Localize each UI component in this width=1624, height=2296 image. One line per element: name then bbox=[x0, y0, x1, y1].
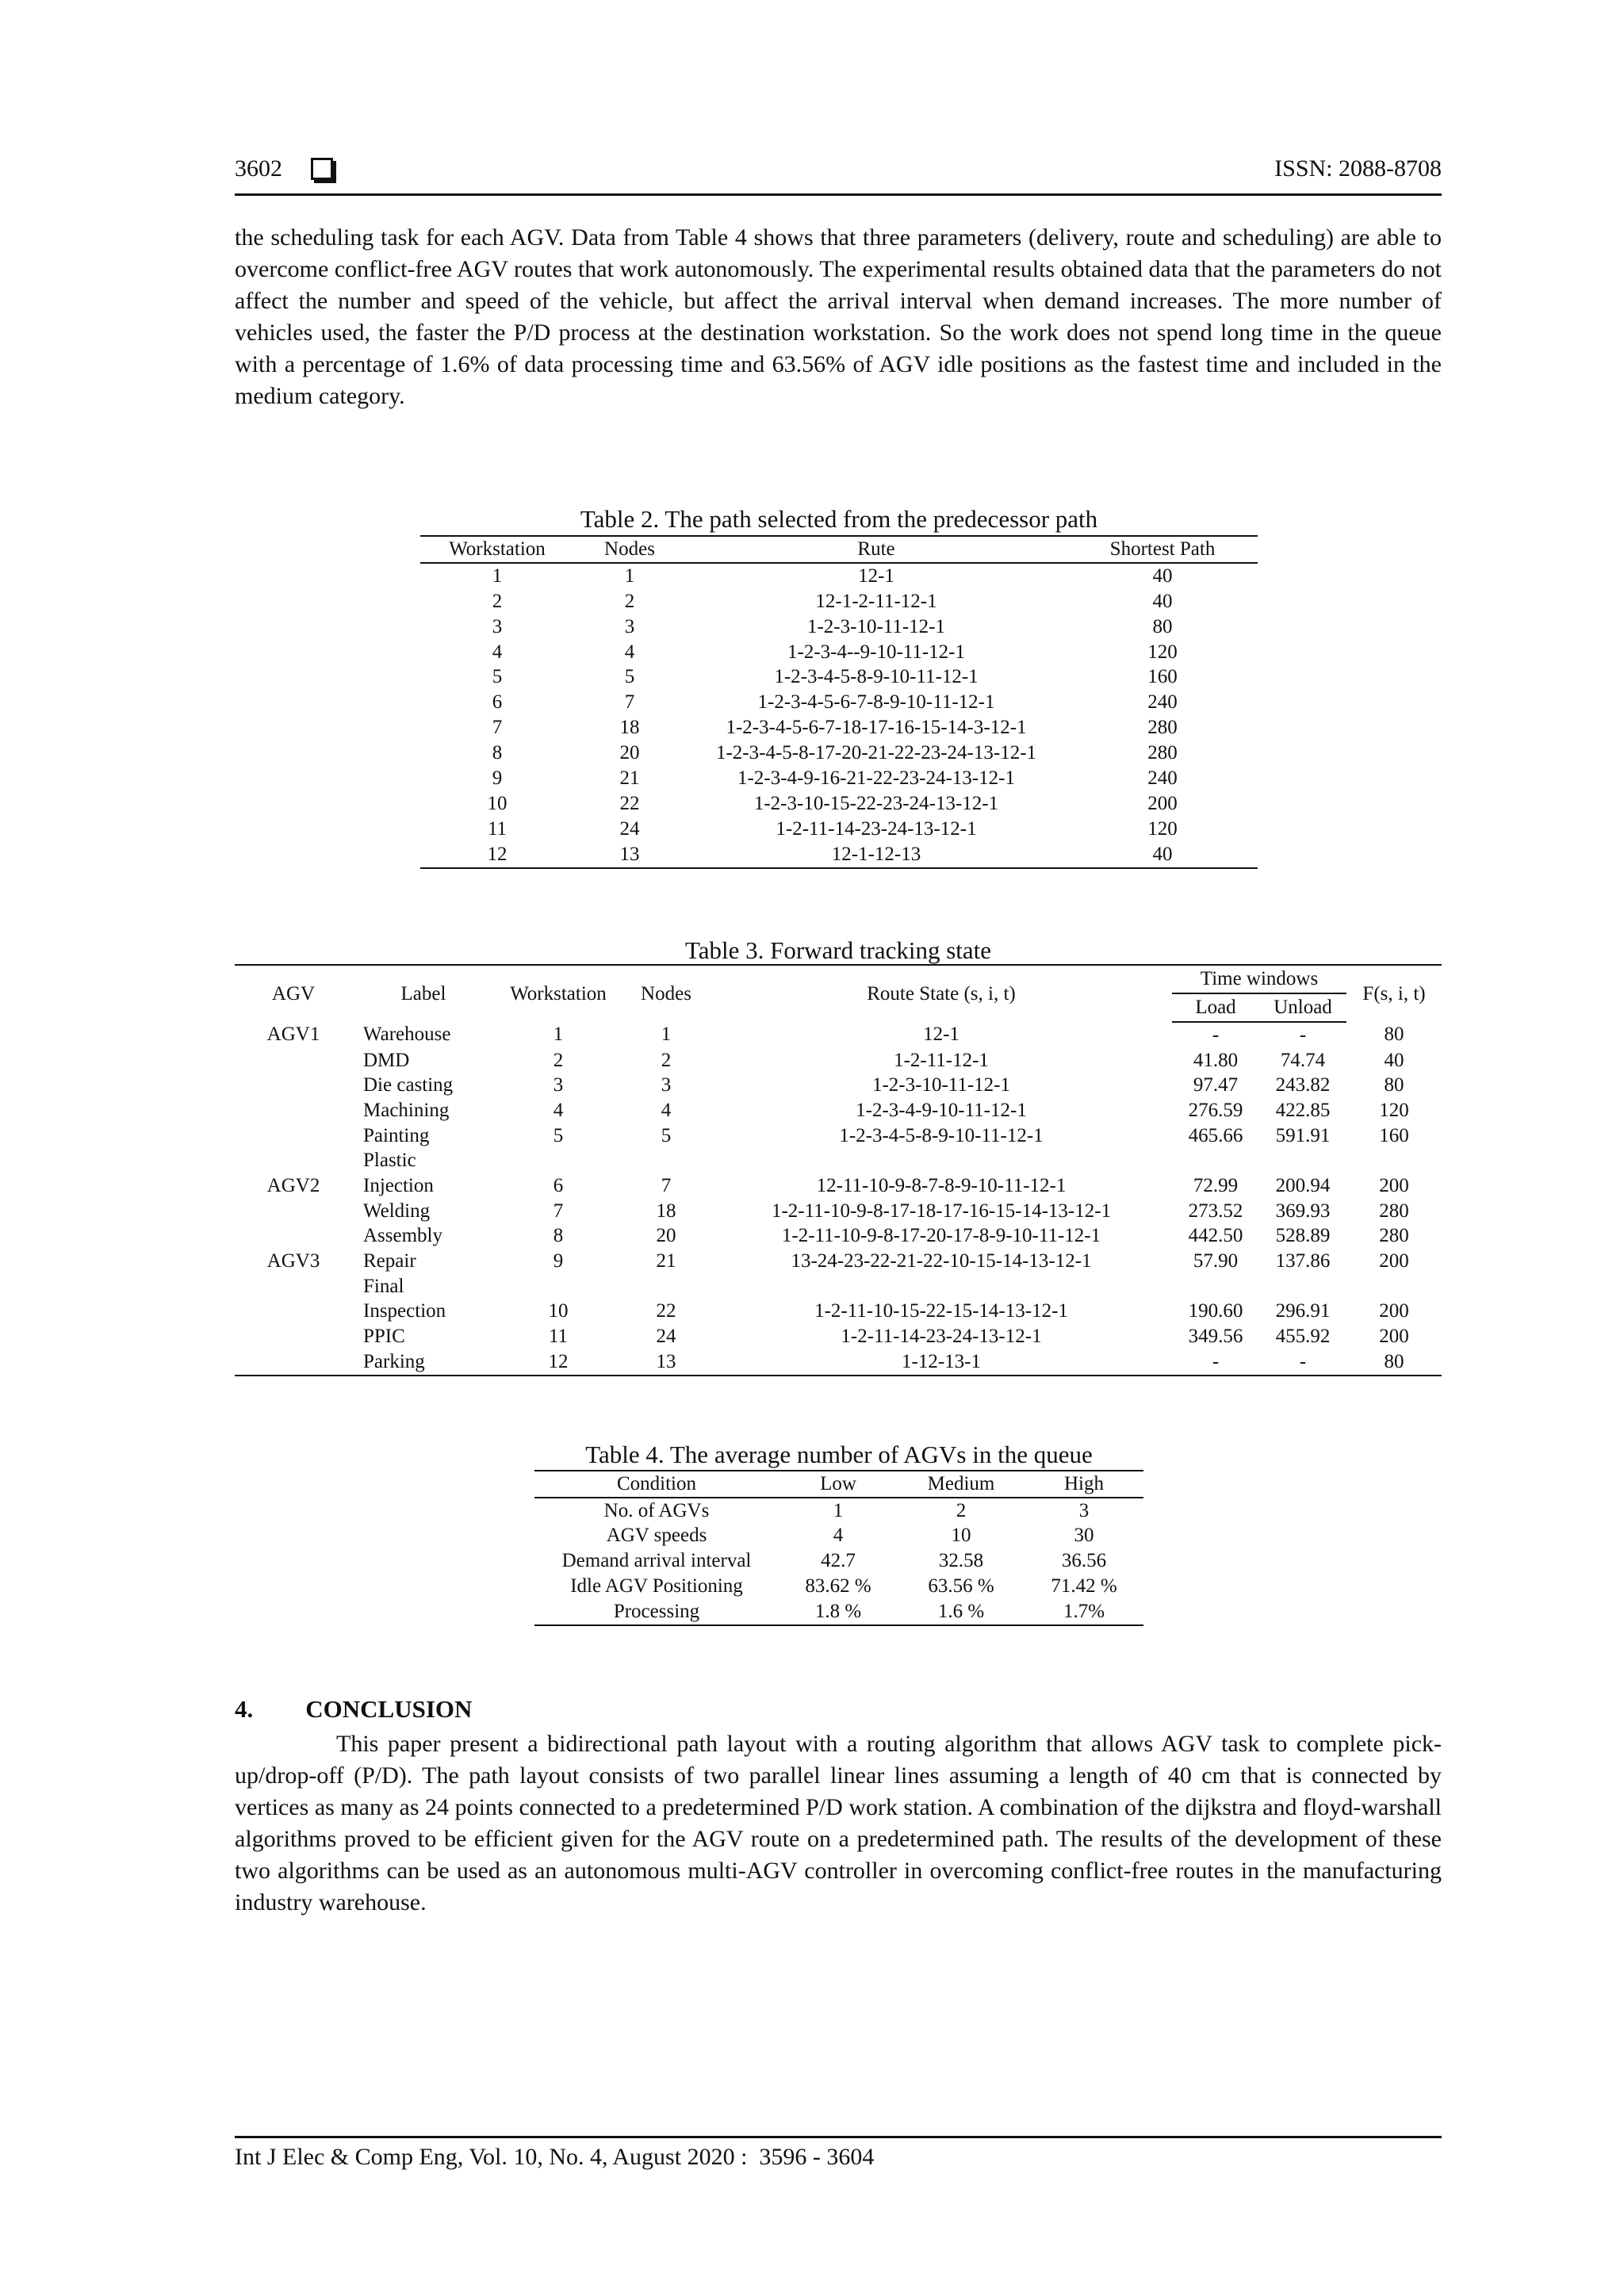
table4-header-row bbox=[534, 1471, 1143, 1498]
table4-row bbox=[534, 1524, 1143, 1549]
body-paragraph-top: the scheduling task for each AGV. Data from Table 4 shows that three parameters (delivery, route and scheduling) are able to overcome conflict-free AGV routes that work autonomously. The experimental results obtained data that the parameters do not affect the number and speed of the vehicle, but affect the arrival interval when demand increases. The more number of vehicles used, the faster the P/D process at the destination workstation. So the work does not spend long time in the queue with a percentage of 1.6% of data processing time and 63.56% of AGV idle positions as the fastest time and included in the medium category. bbox=[235, 224, 1442, 409]
table2-row-cell: 40 bbox=[1152, 564, 1173, 587]
table4-row-cell: 71.42 % bbox=[1051, 1575, 1117, 1598]
table3-row-cell: 3 bbox=[553, 1074, 564, 1096]
table3-row bbox=[235, 1249, 1442, 1274]
table2-row-cell: 1 bbox=[624, 564, 635, 587]
table2-row-cell: 12-1-2-11-12-1 bbox=[815, 590, 937, 612]
table3-header-unload: Unload bbox=[1259, 993, 1346, 1022]
table2-row-cell: 5 bbox=[624, 666, 635, 688]
table4-row-cell: AGV speeds bbox=[606, 1525, 707, 1547]
table3-row-cell: AGV3 bbox=[266, 1250, 320, 1272]
table4-row-cell: 42.7 bbox=[821, 1550, 856, 1572]
table2-row-cell: 280 bbox=[1147, 742, 1178, 764]
table2-header-row bbox=[420, 536, 1258, 563]
table2-row bbox=[420, 664, 1258, 690]
table3-row-cell bbox=[235, 1048, 352, 1073]
table3-header-label: Label bbox=[352, 965, 495, 1022]
table2-row-cell: 24 bbox=[619, 817, 640, 840]
table2-row-cell: 12-1-12-13 bbox=[685, 842, 1067, 868]
table3-row-cell: 200 bbox=[1379, 1250, 1409, 1272]
table2-header-cell: Shortest Path bbox=[1067, 536, 1258, 563]
table3-row-cell: 22 bbox=[656, 1300, 676, 1322]
table3-row-cell: 1-2-11-10-15-22-15-14-13-12-1 bbox=[814, 1300, 1068, 1322]
table3-row-cell: 1 bbox=[661, 1024, 672, 1046]
table3-row-cell: 591.91 bbox=[1275, 1124, 1331, 1146]
table2-row-cell: 1-2-3-4-5-6-7-18-17-16-15-14-3-12-1 bbox=[726, 717, 1027, 739]
table3-caption: Table 3. Forward tracking state bbox=[684, 936, 992, 964]
table2-row-cell: 1-2-11-14-23-24-13-12-1 bbox=[776, 817, 977, 840]
table2-row-cell: 280 bbox=[1147, 717, 1178, 739]
table3-row-cell: - bbox=[1259, 1349, 1346, 1376]
table3-row-cell: 1-2-3-4-5-8-9-10-11-12-1 bbox=[839, 1124, 1044, 1146]
footer-citation: Int J Elec & Comp Eng, Vol. 10, No. 4, August 2020 : 3596 - 3604 bbox=[235, 2144, 875, 2170]
table2-body bbox=[420, 563, 1258, 868]
table3-row-cell: 442.50 bbox=[1188, 1225, 1243, 1247]
table2-row bbox=[420, 740, 1258, 766]
table2-row-cell: 1-2-3-4-9-16-21-22-23-24-13-12-1 bbox=[737, 767, 1015, 789]
table3-row-cell: 243.82 bbox=[1275, 1074, 1331, 1096]
table4-caption: Table 4. The average number of AGVs in the queue bbox=[585, 1441, 1093, 1468]
table4-header-cell: High bbox=[1025, 1471, 1143, 1498]
table3-row-cell: Painting bbox=[363, 1124, 430, 1146]
table4-row bbox=[534, 1498, 1143, 1524]
table2-row bbox=[420, 715, 1258, 740]
table3-row bbox=[235, 1022, 1442, 1048]
table4-row-cell: 83.62 % bbox=[805, 1575, 871, 1598]
table3-row-cell: AGV2 bbox=[266, 1174, 320, 1196]
table3-row-cell: 200.94 bbox=[1275, 1174, 1331, 1196]
table2-row-cell: 11 bbox=[487, 817, 508, 840]
table2-header-cell: Nodes bbox=[574, 536, 685, 563]
table3-row-cell: 72.99 bbox=[1193, 1174, 1239, 1196]
table3-row-cell: 12-11-10-9-8-7-8-9-10-11-12-1 bbox=[816, 1174, 1067, 1196]
table2-row-cell: 7 bbox=[624, 691, 635, 714]
table3-row-cell bbox=[495, 1148, 622, 1173]
section-number: 4. bbox=[235, 1695, 254, 1723]
table3-row-cell bbox=[622, 1274, 710, 1299]
table3-row-cell bbox=[235, 1199, 352, 1224]
table3-row-cell: 7 bbox=[553, 1200, 564, 1222]
table2-row bbox=[420, 791, 1258, 817]
section-title: CONCLUSION bbox=[305, 1695, 473, 1723]
table3-row bbox=[235, 1123, 1442, 1149]
table3 bbox=[235, 964, 1442, 1376]
issn-label: ISSN: 2088-8708 bbox=[1274, 155, 1442, 182]
table2-row-cell: 1-2-3-10-15-22-23-24-13-12-1 bbox=[753, 792, 999, 814]
table3-row-cell: 465.66 bbox=[1188, 1124, 1243, 1146]
table3-row-cell: Die casting bbox=[363, 1074, 454, 1096]
table3-row-cell bbox=[710, 1148, 1172, 1173]
table3-row-cell bbox=[1259, 1148, 1346, 1173]
table2-row-cell: 12-1 bbox=[858, 564, 894, 587]
table3-row-cell: Repair bbox=[363, 1250, 416, 1272]
table4-row-cell: 2 bbox=[956, 1499, 967, 1521]
header-divider bbox=[235, 193, 1442, 196]
table4-row-cell: 10 bbox=[951, 1525, 971, 1547]
table2-row-cell: 1-2-3-4-5-8-17-20-21-22-23-24-13-12-1 bbox=[715, 742, 1037, 764]
table3-header-workstation: Workstation bbox=[495, 965, 622, 1022]
table3-row-cell: 10 bbox=[548, 1300, 569, 1322]
table2-row-cell: 22 bbox=[619, 792, 640, 814]
table3-row-cell: 200 bbox=[1379, 1174, 1409, 1196]
table2-row-cell: 21 bbox=[619, 767, 640, 789]
table3-row-cell bbox=[1346, 1274, 1442, 1299]
table2-row-cell: 240 bbox=[1147, 691, 1178, 714]
table2-row-cell: 4 bbox=[624, 641, 635, 663]
table3-row-cell: 9 bbox=[553, 1250, 564, 1272]
table3-row-cell: 1-2-11-12-1 bbox=[894, 1049, 989, 1071]
table4-header-cell: Low bbox=[779, 1471, 898, 1498]
table3-row-cell: 273.52 bbox=[1188, 1200, 1243, 1222]
table3-row-cell: 40 bbox=[1384, 1049, 1404, 1071]
table3-row-cell: 6 bbox=[553, 1174, 564, 1196]
table4-row-cell: 1.8 % bbox=[779, 1599, 898, 1625]
table3-row-cell: 12-1 bbox=[923, 1024, 959, 1046]
table2-row-cell: 1-2-3-4-5-6-7-8-9-10-11-12-1 bbox=[757, 691, 995, 714]
table3-row-cell: Machining bbox=[363, 1099, 450, 1121]
table3-row-cell bbox=[1346, 1148, 1442, 1173]
table3-header-load: Load bbox=[1172, 993, 1259, 1022]
table3-row-cell bbox=[235, 1274, 352, 1299]
table3-row-cell: 1 bbox=[553, 1024, 564, 1046]
table3-row-cell: 160 bbox=[1379, 1124, 1409, 1146]
table3-row-cell: 11 bbox=[548, 1326, 569, 1348]
table3-row-cell: Inspection bbox=[363, 1300, 446, 1322]
table3-row-cell: Final bbox=[363, 1275, 404, 1297]
table3-row-cell: 2 bbox=[661, 1049, 672, 1071]
table2-row-cell: 7 bbox=[492, 717, 503, 739]
table3-row-cell: 12 bbox=[495, 1349, 622, 1376]
table3-row-cell: - bbox=[1172, 1349, 1259, 1376]
table2-row bbox=[420, 842, 1258, 868]
square-bullet-icon bbox=[311, 158, 333, 180]
table4-row-cell: 1.7% bbox=[1025, 1599, 1143, 1625]
table2 bbox=[420, 535, 1258, 869]
table3-row-cell: DMD bbox=[363, 1049, 410, 1071]
table3-row-cell: 280 bbox=[1379, 1200, 1409, 1222]
table3-row bbox=[235, 1073, 1442, 1098]
table3-row-cell: AGV1 bbox=[266, 1024, 320, 1046]
table3-row-cell: 13-24-23-22-21-22-10-15-14-13-12-1 bbox=[791, 1250, 1092, 1272]
table2-row-cell: 80 bbox=[1152, 615, 1173, 637]
table2-row-cell: 9 bbox=[492, 767, 503, 789]
table2-header-cell: Rute bbox=[685, 536, 1067, 563]
table4-header-cell: Condition bbox=[534, 1471, 779, 1498]
table2-caption: Table 2. The path selected from the predecessor path bbox=[580, 505, 1098, 533]
table3-header-row bbox=[235, 965, 1442, 993]
table3-row-cell bbox=[235, 1224, 352, 1249]
table3-row bbox=[235, 1199, 1442, 1224]
table3-row-cell bbox=[235, 1349, 352, 1376]
table4-row bbox=[534, 1599, 1143, 1625]
table2-row-cell: 12 bbox=[420, 842, 574, 868]
table3-row-cell: 5 bbox=[661, 1124, 672, 1146]
table2-header-cell: Workstation bbox=[420, 536, 574, 563]
table3-row bbox=[235, 1224, 1442, 1249]
table3-row-cell: 528.89 bbox=[1275, 1225, 1331, 1247]
table2-row-cell: 120 bbox=[1147, 641, 1178, 663]
table3-row-cell: 20 bbox=[656, 1225, 676, 1247]
table3-row-cell: PPIC bbox=[363, 1326, 405, 1348]
table3-row-cell: 4 bbox=[553, 1099, 564, 1121]
table2-row-cell: 4 bbox=[492, 641, 503, 663]
table3-row-cell: 41.80 bbox=[1193, 1049, 1239, 1071]
table2-row-cell: 120 bbox=[1147, 817, 1178, 840]
table3-row-cell: 200 bbox=[1379, 1300, 1409, 1322]
table3-row-cell bbox=[235, 1098, 352, 1123]
table3-body bbox=[235, 1022, 1442, 1376]
table4-body bbox=[534, 1498, 1143, 1625]
table2-row bbox=[420, 640, 1258, 665]
table3-row-cell: 1-2-3-10-11-12-1 bbox=[871, 1074, 1011, 1096]
table2-row-cell: 240 bbox=[1147, 767, 1178, 789]
table3-row bbox=[235, 1148, 1442, 1173]
table2-row-cell: 200 bbox=[1147, 792, 1178, 814]
table2-row-cell: 3 bbox=[492, 615, 503, 637]
table3-row-cell bbox=[495, 1274, 622, 1299]
table3-row-cell: 1-2-11-14-23-24-13-12-1 bbox=[841, 1326, 1042, 1348]
table3-row bbox=[235, 1048, 1442, 1073]
conclusion-paragraph: This paper present a bidirectional path layout with a routing algorithm that allows AGV task to complete pick-up/drop-off (P/D). The path layout consists of two parallel linear lines assuming a length of 40 cm that is connected by vertices as many as 24 points connected to a predetermined P/D work station. A combination of the dijkstra and floyd-warshall algorithms proved to be efficient given for the AGV route on a predetermined path. The results of the development of these two algorithms can be used as an autonomous multi-AGV controller in overcoming conflict-free routes in the manufacturing industry warehouse. bbox=[235, 1731, 1442, 1915]
table2-row-cell: 40 bbox=[1152, 590, 1173, 612]
table3-row bbox=[235, 1324, 1442, 1349]
table3-row-cell: Parking bbox=[352, 1349, 495, 1376]
table4-header-cell: Medium bbox=[898, 1471, 1025, 1498]
table3-row-cell: Plastic bbox=[363, 1150, 416, 1172]
table2-row-cell: 6 bbox=[492, 691, 503, 714]
table3-row-cell: 1-2-11-10-9-8-17-20-17-8-9-10-11-12-1 bbox=[781, 1225, 1101, 1247]
table3-row-cell: 2 bbox=[553, 1049, 564, 1071]
table2-row-cell: 2 bbox=[624, 590, 635, 612]
table2-row bbox=[420, 563, 1258, 589]
table4-row-cell: 32.58 bbox=[938, 1550, 984, 1572]
table3-row-cell: 21 bbox=[656, 1250, 676, 1272]
table3-row-cell: Injection bbox=[363, 1174, 434, 1196]
table3-row-cell: 24 bbox=[656, 1326, 676, 1348]
table3-header-f: F(s, i, t) bbox=[1346, 965, 1442, 1022]
table4-row bbox=[534, 1548, 1143, 1574]
page-header-left bbox=[235, 155, 333, 182]
table2-row-cell: 5 bbox=[492, 666, 503, 688]
table4-row-cell: 1.6 % bbox=[898, 1599, 1025, 1625]
table3-row bbox=[235, 1349, 1442, 1376]
table3-row-cell: 137.86 bbox=[1275, 1250, 1331, 1272]
table3-header-agv: AGV bbox=[235, 965, 352, 1022]
footer-divider bbox=[235, 2136, 1442, 2138]
table3-header-time-windows: Time windows bbox=[1172, 965, 1346, 993]
table2-row-cell: 20 bbox=[619, 742, 640, 764]
table3-row-cell: 18 bbox=[656, 1200, 676, 1222]
table3-row-cell: 5 bbox=[553, 1124, 564, 1146]
table2-row-cell: 10 bbox=[487, 792, 508, 814]
table2-row-cell: 1 bbox=[492, 564, 503, 587]
table3-row-cell: 80 bbox=[1384, 1024, 1404, 1046]
table4-row-cell: 3 bbox=[1078, 1499, 1090, 1521]
table3-row-cell: 455.92 bbox=[1275, 1326, 1331, 1348]
table2-row bbox=[420, 766, 1258, 791]
table3-row-cell: 1-12-13-1 bbox=[710, 1349, 1172, 1376]
table3-row-cell: - bbox=[1299, 1024, 1307, 1046]
table3-row bbox=[235, 1173, 1442, 1199]
table3-row-cell: 74.74 bbox=[1280, 1049, 1326, 1071]
table3-row bbox=[235, 1299, 1442, 1325]
table3-row-cell: Assembly bbox=[363, 1225, 442, 1247]
table3-row-cell: 200 bbox=[1379, 1326, 1409, 1348]
table3-row-cell: 276.59 bbox=[1188, 1099, 1243, 1121]
table4 bbox=[534, 1470, 1143, 1626]
table3-row-cell: 1-2-11-10-9-8-17-18-17-16-15-14-13-12-1 bbox=[771, 1200, 1112, 1222]
table3-header-route-state: Route State (s, i, t) bbox=[710, 965, 1172, 1022]
table3-row-cell: 296.91 bbox=[1275, 1300, 1331, 1322]
table3-row-cell: Warehouse bbox=[363, 1024, 451, 1046]
table3-row-cell: 422.85 bbox=[1275, 1099, 1331, 1121]
table4-row-cell: 1 bbox=[833, 1499, 844, 1521]
table4-row-cell: 30 bbox=[1074, 1525, 1094, 1547]
table3-row-cell bbox=[710, 1274, 1172, 1299]
table4-row-cell: Processing bbox=[534, 1599, 779, 1625]
table3-row-cell: 13 bbox=[622, 1349, 710, 1376]
table3-row bbox=[235, 1274, 1442, 1299]
table2-row-cell: 1-2-3-4-5-8-9-10-11-12-1 bbox=[774, 666, 979, 688]
table3-row-cell: 280 bbox=[1379, 1225, 1409, 1247]
table4-row-cell: Demand arrival interval bbox=[561, 1550, 752, 1572]
table4-row-cell: No. of AGVs bbox=[603, 1499, 710, 1521]
table4-row-cell: 4 bbox=[833, 1525, 844, 1547]
table3-row-cell bbox=[235, 1123, 352, 1149]
page-number: 3602 bbox=[235, 155, 282, 182]
table3-row-cell bbox=[1172, 1148, 1259, 1173]
table3-row-cell: 369.93 bbox=[1275, 1200, 1331, 1222]
table3-row-cell bbox=[235, 1073, 352, 1098]
table3-row-cell bbox=[1172, 1274, 1259, 1299]
table3-row-cell: 80 bbox=[1384, 1074, 1404, 1096]
table4-row-cell: Idle AGV Positioning bbox=[570, 1575, 743, 1598]
table4-row-cell: 63.56 % bbox=[928, 1575, 994, 1598]
table3-row-cell: 3 bbox=[661, 1074, 672, 1096]
table2-row bbox=[420, 614, 1258, 640]
table2-row-cell: 13 bbox=[574, 842, 685, 868]
table3-row-cell bbox=[235, 1324, 352, 1349]
table3-row-cell bbox=[235, 1148, 352, 1173]
table3-row-cell: 80 bbox=[1346, 1349, 1442, 1376]
table3-row-cell: 1-2-3-4-9-10-11-12-1 bbox=[856, 1099, 1027, 1121]
table3-row-cell bbox=[1259, 1274, 1346, 1299]
table2-row bbox=[420, 817, 1258, 842]
table3-row-cell: - bbox=[1212, 1024, 1220, 1046]
table3-row-cell: 190.60 bbox=[1188, 1300, 1243, 1322]
table2-row-cell: 160 bbox=[1147, 666, 1178, 688]
table4-row bbox=[534, 1574, 1143, 1599]
table3-row-cell: 8 bbox=[553, 1225, 564, 1247]
section-heading bbox=[235, 1695, 472, 1724]
table2-row-cell: 3 bbox=[624, 615, 635, 637]
table3-row-cell: 97.47 bbox=[1193, 1074, 1239, 1096]
table2-row-cell: 40 bbox=[1067, 842, 1258, 868]
table3-row-cell: 120 bbox=[1379, 1099, 1409, 1121]
table3-row-cell bbox=[235, 1299, 352, 1325]
table2-row-cell: 1-2-3-4--9-10-11-12-1 bbox=[787, 641, 965, 663]
table3-row-cell: Welding bbox=[363, 1200, 431, 1222]
table3-header-nodes: Nodes bbox=[622, 965, 710, 1022]
table2-row bbox=[420, 690, 1258, 715]
table2-row-cell: 1-2-3-10-11-12-1 bbox=[806, 615, 946, 637]
table2-row bbox=[420, 589, 1258, 614]
table3-row-cell bbox=[622, 1148, 710, 1173]
table2-row-cell: 18 bbox=[619, 717, 640, 739]
table3-row bbox=[235, 1098, 1442, 1123]
table3-row-cell: 349.56 bbox=[1188, 1326, 1243, 1348]
table4-row-cell: 36.56 bbox=[1061, 1550, 1107, 1572]
table2-row-cell: 8 bbox=[492, 742, 503, 764]
table2-row-cell: 2 bbox=[492, 590, 503, 612]
table3-row-cell: 4 bbox=[661, 1099, 672, 1121]
table3-row-cell: 7 bbox=[661, 1174, 672, 1196]
table3-row-cell: 57.90 bbox=[1193, 1250, 1239, 1272]
